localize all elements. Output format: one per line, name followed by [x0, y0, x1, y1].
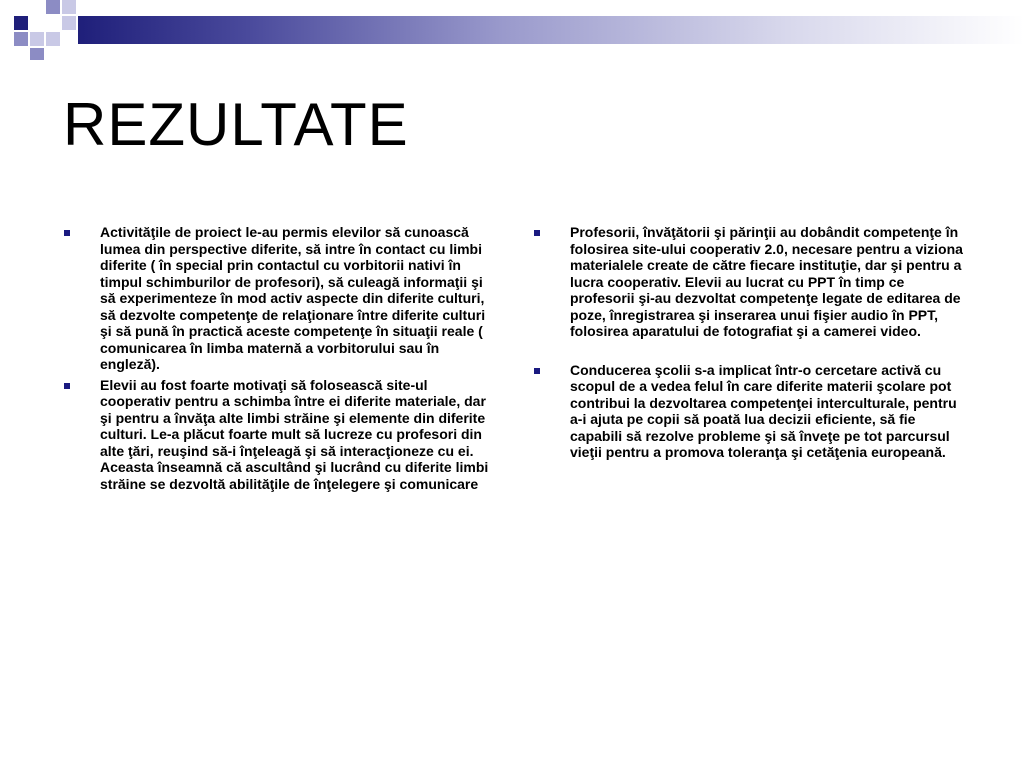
right-bullet-list — [530, 224, 965, 483]
header-decoration-square-light — [46, 32, 60, 46]
square-bullet-icon — [64, 230, 70, 236]
header-decoration-square-mid — [14, 32, 28, 46]
bullet-item — [530, 224, 965, 340]
square-bullet-icon — [64, 383, 70, 389]
header-gradient-bar — [78, 16, 1024, 44]
header-decoration-square-light — [62, 16, 76, 30]
square-bullet-icon — [534, 368, 540, 374]
header-decoration-square-light — [30, 32, 44, 46]
bullet-item — [60, 224, 500, 373]
slide-title: REZULTATE — [63, 91, 409, 158]
bullet-text: Profesorii, învăţătorii şi părinţii au dobândit competenţe în folosirea site-ului cooperativ 2.0, necesare pentru a viziona materialele create de către fiecare instituţie, dar şi pentru a lucra cooperativ. Elevii au lucrat cu PPT în timp ce profesorii şi-au dezvoltat competenţe legate de editarea de poze, înregistrarea şi inserarea unui fişier audio în PPT, folosirea aparatului de fotografiat şi a camerei video. — [570, 224, 963, 339]
square-bullet-icon — [534, 230, 540, 236]
header-decoration-square-light — [62, 0, 76, 14]
header-decoration-square-mid — [30, 48, 44, 60]
bullet-text: Elevii au fost foarte motivaţi să folosească site-ul cooperativ pentru a schimba între ei diferite materiale, dar şi pentru a învăţa alte limbi străine şi elemente din diferite culturi. Le-a plăcut foarte mult să lucreze cu profesori din alte ţări, reuşind să-i înţeleagă şi să interacţioneze cu ei. Aceasta înseamnă că ascultând şi lucrând cu diferite limbi străine se dezvoltă abilităţile de înţelegere şi comunicare — [100, 376, 489, 492]
bullet-item — [60, 377, 500, 493]
bullet-text: Activităţile de proiect le-au permis elevilor să cunoască lumea din perspective diferite, să intre în contact cu limbi diferite ( în special prin contactul cu vorbitorii nativi în timpul schimburilor de profesori), să culeagă informaţii şi să experimenteze în mod activ aspecte din diferite culturi, să dezvolte competenţe de relaţionare între diferite culturi şi să pună în practică aceste competenţe în situaţii reale ( comunicarea în limba maternă a vorbitorului sau în engleză). — [100, 224, 486, 372]
bullet-text: Conducerea şcolii s-a implicat într-o cercetare activă cu scopul de a vedea felul în care diferite materii şcolare pot contribui la dezvoltarea competenţei interculturale, pentru a-i ajuta pe copii să poată lua decizii eficiente, să fie capabili să rezolve probleme şi să înveţe pe tot parcursul vieţii pentru a promova toleranţa şi cetăţenia europeană. — [570, 361, 957, 460]
bullet-item — [530, 362, 965, 461]
left-bullet-list — [60, 224, 500, 496]
header-decoration-square-mid — [46, 0, 60, 14]
header-decoration-square-dark — [14, 16, 28, 30]
